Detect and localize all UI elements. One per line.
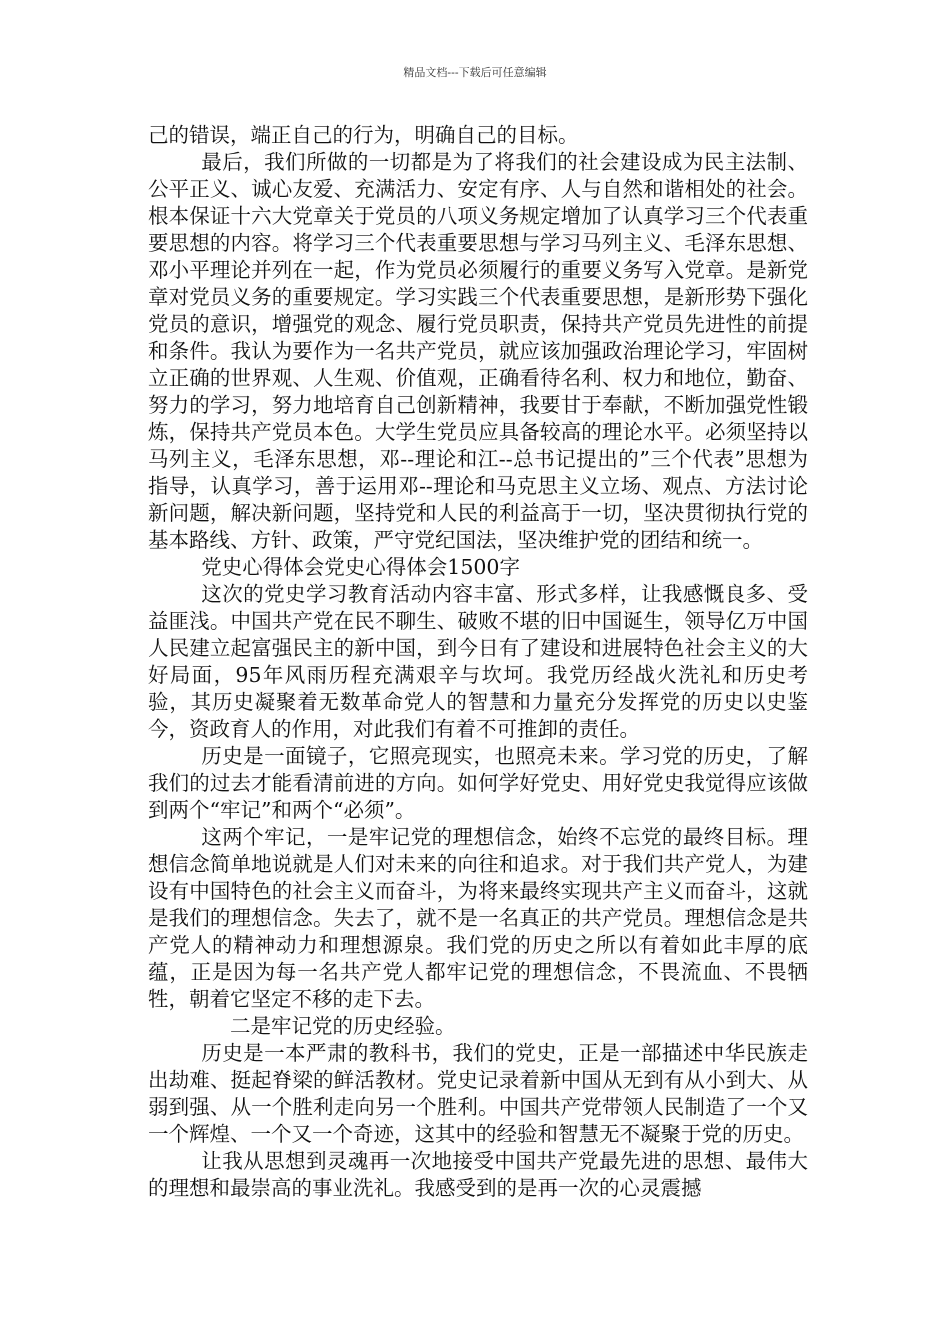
paragraph: 最后，我们所做的一切都是为了将我们的社会建设成为民主法制、公平正义、诚心友爱、充满活力、安定有序、人与自然和谐相处的社会。根本保证十六大党章关于党员的八项义务规定增加了认真学习三个代表重要思想的内容。将学习三个代表重要思想与学习马列主义、毛泽东思想、邓小平理论并列在一起，作为党员必须履行的重要义务写入党章。是新党章对党员义务的重要规定。学习实践三个代表重要思想，是新形势下强化党员的意识，增强党的观念、履行党员职责，保持共产党员先进性的前提和条件。我认为要作为一名共产党员，就应该加强政治理论学习，牢固树立正确的世界观、人生观、价值观，正确看待名利、权力和地位，勤奋、努力的学习，努力地培育自己创新精神，我要甘于奉献，不断加强党性锻炼，保持共产党员本色。大学生党员应具备较高的理论水平。必须坚持以马列主义，毛泽东思想，邓--理论和江--总书记提出的”三个代表”思想为指导，认真学习，善于运用邓--理论和马克思主义立场、观点、方法讨论新问题，解决新问题，坚持党和人民的利益高于一切，坚决贯彻执行党的基本路线、方针、政策，严守党纪国法，坚决维护党的团结和统一。 xyxy=(148,150,808,552)
section-heading: 党史心得体会党史心得体会1500字 xyxy=(201,555,520,579)
paragraph: 二是牢记党的历史经验。 xyxy=(230,1014,456,1038)
paragraph: 这次的党史学习教育活动内容丰富、形式多样，让我感慨良多、受益匪浅。中国共产党在民不聊生、破败不堪的旧中国诞生，领导亿万中国人民建立起富强民主的新中国，到今日有了建设和进展特色社会主义的大好局面，95年风雨历程充满艰辛与坎坷。我党历经战火洗礼和历史考验，其历史凝聚着无数革命党人的智慧和力量充分发挥党的历史以史鉴今，资政育人的作用，对此我们有着不可推卸的责任。 xyxy=(148,582,808,741)
paragraph: 让我从思想到灵魂再一次地接受中国共产党最先进的思想、最伟大的理想和最崇高的事业洗礼。我感受到的是再一次的心灵震撼 xyxy=(148,1149,808,1200)
document-body xyxy=(148,122,808,1202)
page-header: 精品文档---下载后可任意编辑 xyxy=(403,66,547,79)
paragraph: 历史是一面镜子，它照亮现实，也照亮未来。学习党的历史，了解我们的过去才能看清前进的方向。如何学好党史、用好党史我觉得应该做到两个“牢记”和两个“必须”。 xyxy=(148,744,808,822)
paragraph: 历史是一本严肃的教科书，我们的党史，正是一部描述中华民族走出劫难、挺起脊梁的鲜活教材。党史记录着新中国从无到有从小到大、从弱到强、从一个胜利走向另一个胜利。中国共产党带领人民制造了一个又一个辉煌、一个又一个奇迹，这其中的经验和智慧无不凝聚于党的历史。 xyxy=(148,1041,808,1146)
paragraph: 这两个牢记，一是牢记党的理想信念，始终不忘党的最终目标。理想信念简单地说就是人们对未来的向往和追求。对于我们共产党人，为建设有中国特色的社会主义而奋斗，为将来最终实现共产主义而奋斗，这就是我们的理想信念。失去了，就不是一名真正的共产党员。理想信念是共产党人的精神动力和理想源泉。我们党的历史之所以有着如此丰厚的底蕴，正是因为每一名共产党人都牢记党的理想信念，不畏流血、不畏牺牲，朝着它坚定不移的走下去。 xyxy=(148,825,808,1011)
paragraph: 己的错误，端正自己的行为，明确自己的目标。 xyxy=(148,123,579,147)
